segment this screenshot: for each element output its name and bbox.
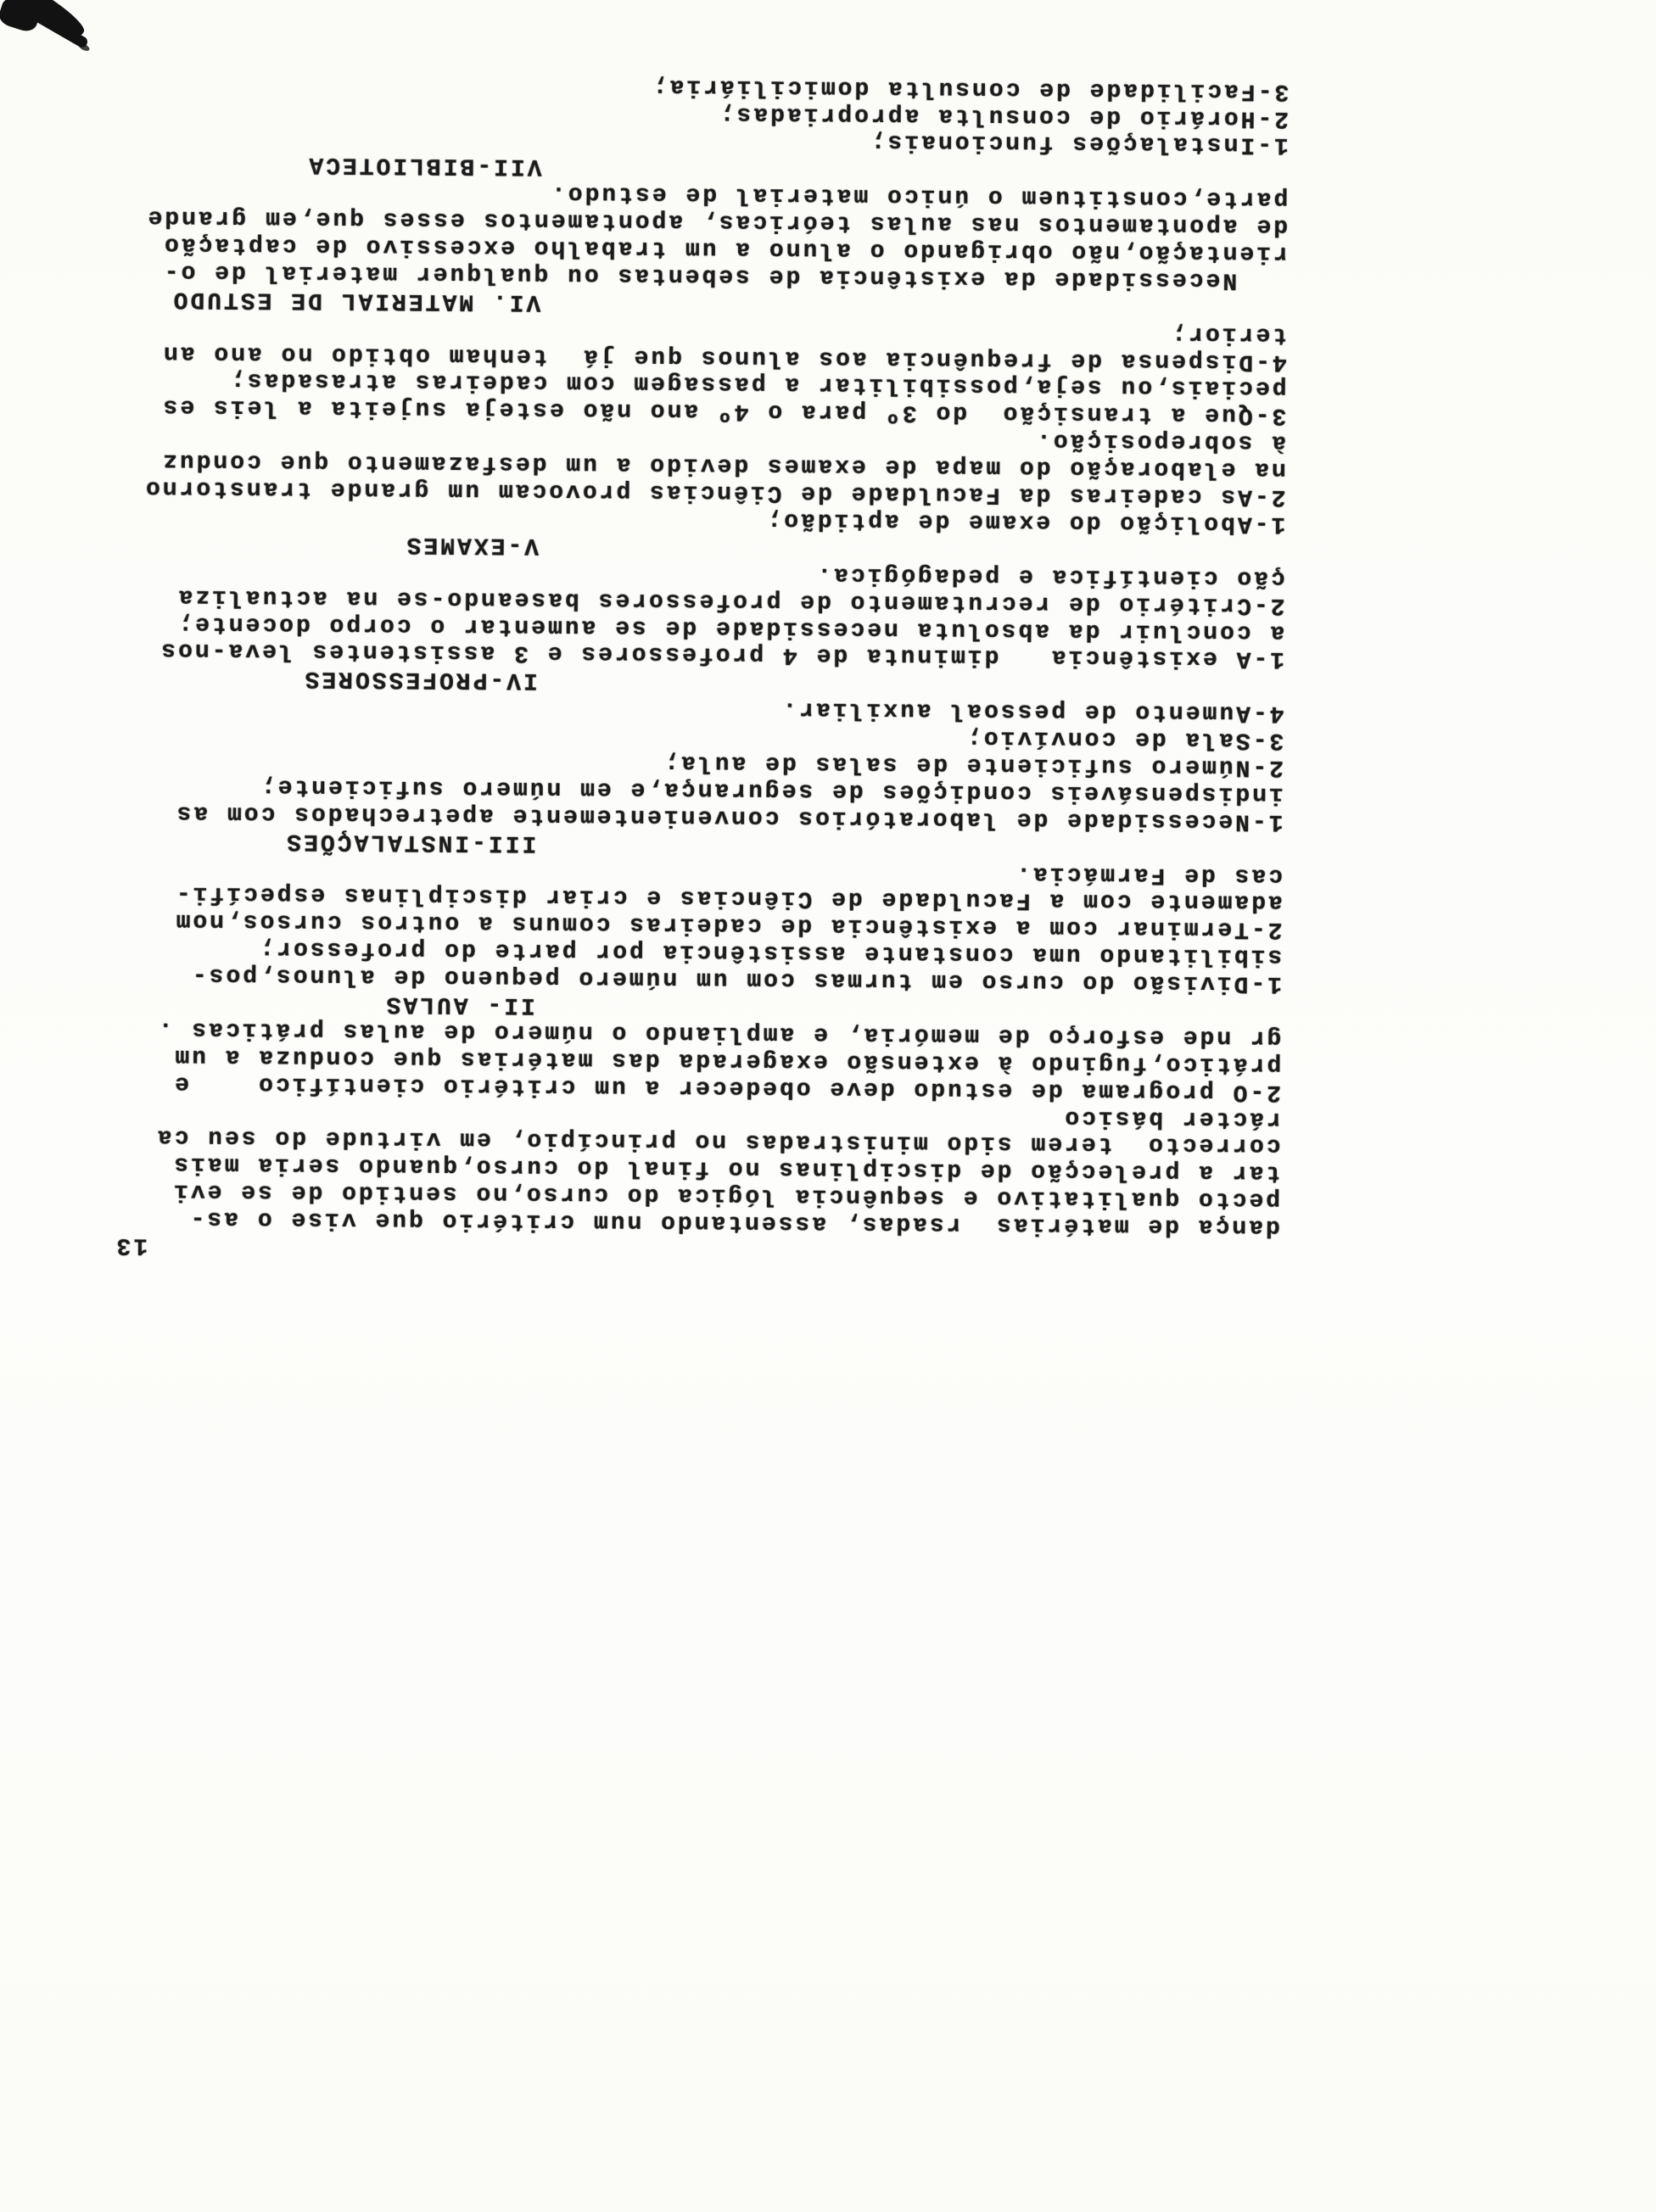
text-line: 2-Número suficiente de salas de aula; bbox=[662, 749, 1284, 781]
text-line: 1-Necessidade de laboratórios convenientemente apetrechados com as bbox=[174, 799, 1284, 835]
text-line: 2-As cadeiras da Faculdade de Ciências provocam um grande transtorno bbox=[143, 474, 1286, 511]
text-line: 3-Sala de convívio; bbox=[965, 724, 1284, 754]
text-line: ção científica e pedagógica. bbox=[814, 561, 1286, 591]
section-heading: II- AULAS bbox=[383, 990, 536, 1019]
text-line: 2-Terminar com a existência de cadeiras comuns a outros cursos,nom bbox=[173, 908, 1283, 943]
text-line: pecto qualitativo e sequência lógica do curso,no sentido de se evi bbox=[171, 1178, 1281, 1214]
text-line: 3-Que a transição do 3º para o 4º ano não esteja sujeita a leis es bbox=[160, 394, 1287, 429]
section-heading: III-INSTALAÇÕES bbox=[284, 827, 537, 856]
section-heading: VII-BIBLIOTECA bbox=[306, 151, 542, 180]
text-line: gr nde esforço de memória, e ampliando o número de aulas práticas . bbox=[155, 1015, 1282, 1052]
text-line: cas de Farmácia. bbox=[1014, 860, 1284, 889]
text-line: 3-Facilidade de consulta domiciliária; bbox=[650, 73, 1290, 104]
section-heading: V-EXAMES bbox=[404, 530, 540, 559]
text-line: tar a prelecção de disciplinas no final do curso,quando seria mais bbox=[171, 1151, 1281, 1187]
text-line: de apontamentos nas aulas teóricas, apontamentos esses que,em grande bbox=[145, 204, 1289, 240]
text-line: indispensáveis condições de segurança,e em número suficiente; bbox=[258, 773, 1284, 808]
text-line: 4-Aumento de pessoal auxiliar. bbox=[780, 695, 1284, 727]
text-line: adamente com a Faculdade de Ciências e criar disciplinas específi- bbox=[173, 880, 1284, 916]
text-line: 2-Critério de recrutamento de professores baseando-se na actualiza bbox=[176, 583, 1285, 618]
text-line: sibilitando uma constante assistência por parte do professor; bbox=[257, 935, 1283, 970]
page-number: 13 bbox=[114, 1232, 148, 1259]
text-line: Necessidade da existência de sebentas ou qualquer material de o- bbox=[161, 258, 1288, 294]
text-line: peciais,ou seja,possibilitar a passagem com cadeiras atrasadas; bbox=[227, 366, 1287, 402]
text-line: rientação,não obrigando o aluno a um trabalho excessivo de captação bbox=[162, 231, 1289, 267]
section-heading: IV-PROFESSORES bbox=[302, 665, 539, 694]
text-line: 1-Instalações funcionais; bbox=[868, 128, 1290, 159]
text-line: 1-Abolição do exame de aptidão; bbox=[764, 506, 1286, 538]
text-line: 1-Divisão do curso em turmas com um número pequeno de alunos,pos- bbox=[189, 962, 1283, 997]
text-line: 1-A existência diminuta de 4 professores e 3 assistentes leva-nos bbox=[159, 637, 1285, 673]
text-line: dança de matérias rsadas, assentando num critério que vise o as- bbox=[187, 1205, 1281, 1241]
section-heading: VI. MATERIAL DE ESTUDO bbox=[171, 285, 541, 316]
text-line: 2-Horário de consulta apropriadas; bbox=[717, 100, 1290, 131]
text-line: a concluir da absoluta necessidade de se aumentar o corpo docente; bbox=[176, 610, 1285, 645]
text-line: 2-O programa de estudo deve obedecer a um critério científico e bbox=[172, 1070, 1282, 1105]
text-line: correcto terem sido ministradas no princípio, em virtude do seu ca bbox=[154, 1124, 1281, 1159]
document-text bbox=[67, 68, 1290, 1240]
text-line: 4-Dispensa de frequência aos alunos que já tenham obtido no ano an bbox=[161, 339, 1288, 375]
text-line: na elaboração do mapa de exames devido a um desfazamento que conduz bbox=[160, 447, 1287, 483]
text-line: parte,constituem o único material de estudo. bbox=[548, 180, 1289, 213]
text-line: terior; bbox=[1169, 320, 1288, 348]
text-line: à sobreposição. bbox=[1033, 427, 1287, 456]
text-line: rácter básico bbox=[1062, 1103, 1282, 1132]
text-line: prático,fugindo à extensão exagerada das matérias que conduza a um bbox=[172, 1042, 1282, 1078]
document-body bbox=[67, 68, 1290, 1267]
